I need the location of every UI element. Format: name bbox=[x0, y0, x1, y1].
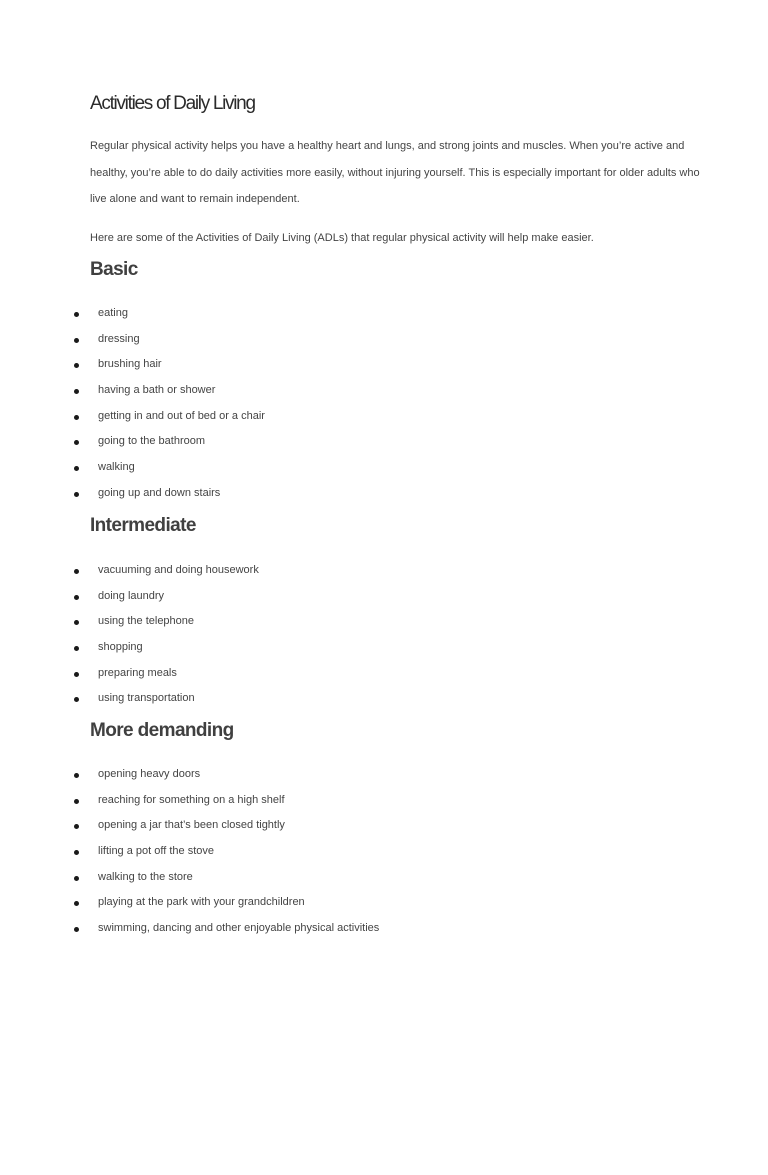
bullet-icon bbox=[74, 773, 79, 778]
more-demanding-activities-list bbox=[0, 762, 700, 942]
lead-in-paragraph: Here are some of the Activities of Daily Living (ADLs) that regular physical activity will help make easier. bbox=[90, 232, 594, 244]
list-item bbox=[0, 839, 700, 865]
list-item bbox=[0, 788, 700, 814]
bullet-icon bbox=[74, 466, 79, 471]
list-item bbox=[0, 686, 700, 712]
bullet-icon bbox=[74, 901, 79, 906]
bullet-icon bbox=[74, 646, 79, 651]
bullet-icon bbox=[74, 492, 79, 497]
list-item-text: eating bbox=[98, 307, 128, 319]
list-item-text: walking bbox=[98, 461, 135, 474]
basic-activities-list bbox=[0, 301, 700, 507]
page-title: Activities of Daily Living bbox=[90, 93, 255, 114]
list-item bbox=[0, 455, 700, 481]
list-item-text: reaching for something on a high shelf bbox=[98, 793, 285, 806]
bullet-icon bbox=[74, 876, 79, 881]
list-item-text: dressing bbox=[98, 332, 140, 345]
bullet-icon bbox=[74, 338, 79, 343]
bullet-icon bbox=[74, 415, 79, 420]
list-item-text: swimming, dancing and other enjoyable physical activities bbox=[98, 922, 380, 935]
list-item-text: going up and down stairs bbox=[98, 486, 221, 499]
list-item bbox=[0, 481, 700, 507]
bullet-icon bbox=[74, 850, 79, 855]
bullet-icon bbox=[74, 569, 79, 574]
list-item-text: going to the bathroom bbox=[98, 435, 206, 448]
list-item bbox=[0, 916, 700, 942]
list-item-text: lifting a pot off the stove bbox=[98, 845, 214, 858]
list-item bbox=[0, 327, 700, 353]
list-item-text: vacuuming and doing housework bbox=[98, 564, 259, 576]
bullet-icon bbox=[74, 824, 79, 829]
bullet-icon bbox=[74, 389, 79, 394]
list-item bbox=[0, 661, 700, 687]
list-item bbox=[0, 865, 700, 891]
list-item-text: using the telephone bbox=[98, 615, 195, 628]
list-item bbox=[0, 813, 700, 839]
list-item bbox=[0, 584, 700, 610]
bullet-icon bbox=[74, 595, 79, 600]
intro-paragraph: Regular physical activity helps you have a healthy heart and lungs, and strong joints and muscles. When you’re active and healthy, you’re able to do daily activities more easily, without injuring yourself. This is especially important for older adults who live alone and want to remain independent. bbox=[90, 140, 700, 205]
section-heading-more-demanding: More demanding bbox=[90, 720, 234, 741]
bullet-icon bbox=[74, 927, 79, 932]
bullet-icon bbox=[74, 312, 79, 317]
list-item-text: having a bath or shower bbox=[98, 384, 216, 397]
bullet-icon bbox=[74, 799, 79, 804]
list-item-text: opening heavy doors bbox=[98, 768, 201, 780]
list-item-text: playing at the park with your grandchildren bbox=[98, 896, 305, 909]
list-item-text: preparing meals bbox=[98, 666, 177, 679]
list-item bbox=[0, 609, 700, 635]
bullet-icon bbox=[74, 363, 79, 368]
list-item bbox=[0, 301, 700, 327]
list-item bbox=[0, 558, 700, 584]
bullet-icon bbox=[74, 440, 79, 445]
list-item bbox=[0, 890, 700, 916]
list-item-text: walking to the store bbox=[98, 870, 193, 883]
list-item-text: using transportation bbox=[98, 692, 195, 705]
bullet-icon bbox=[74, 672, 79, 677]
list-item-text: shopping bbox=[98, 641, 143, 654]
section-heading-intermediate: Intermediate bbox=[90, 515, 196, 536]
intermediate-activities-list bbox=[0, 558, 700, 712]
bullet-icon bbox=[74, 620, 79, 625]
list-item bbox=[0, 352, 700, 378]
list-item bbox=[0, 635, 700, 661]
list-item-text: getting in and out of bed or a chair bbox=[98, 409, 265, 422]
list-item-text: doing laundry bbox=[98, 589, 165, 602]
list-item-text: opening a jar that’s been closed tightly bbox=[98, 819, 285, 832]
list-item bbox=[0, 762, 700, 788]
list-item bbox=[0, 378, 700, 404]
list-item bbox=[0, 429, 700, 455]
section-heading-basic: Basic bbox=[90, 259, 138, 280]
list-item bbox=[0, 404, 700, 430]
bullet-icon bbox=[74, 697, 79, 702]
list-item-text: brushing hair bbox=[98, 358, 162, 371]
